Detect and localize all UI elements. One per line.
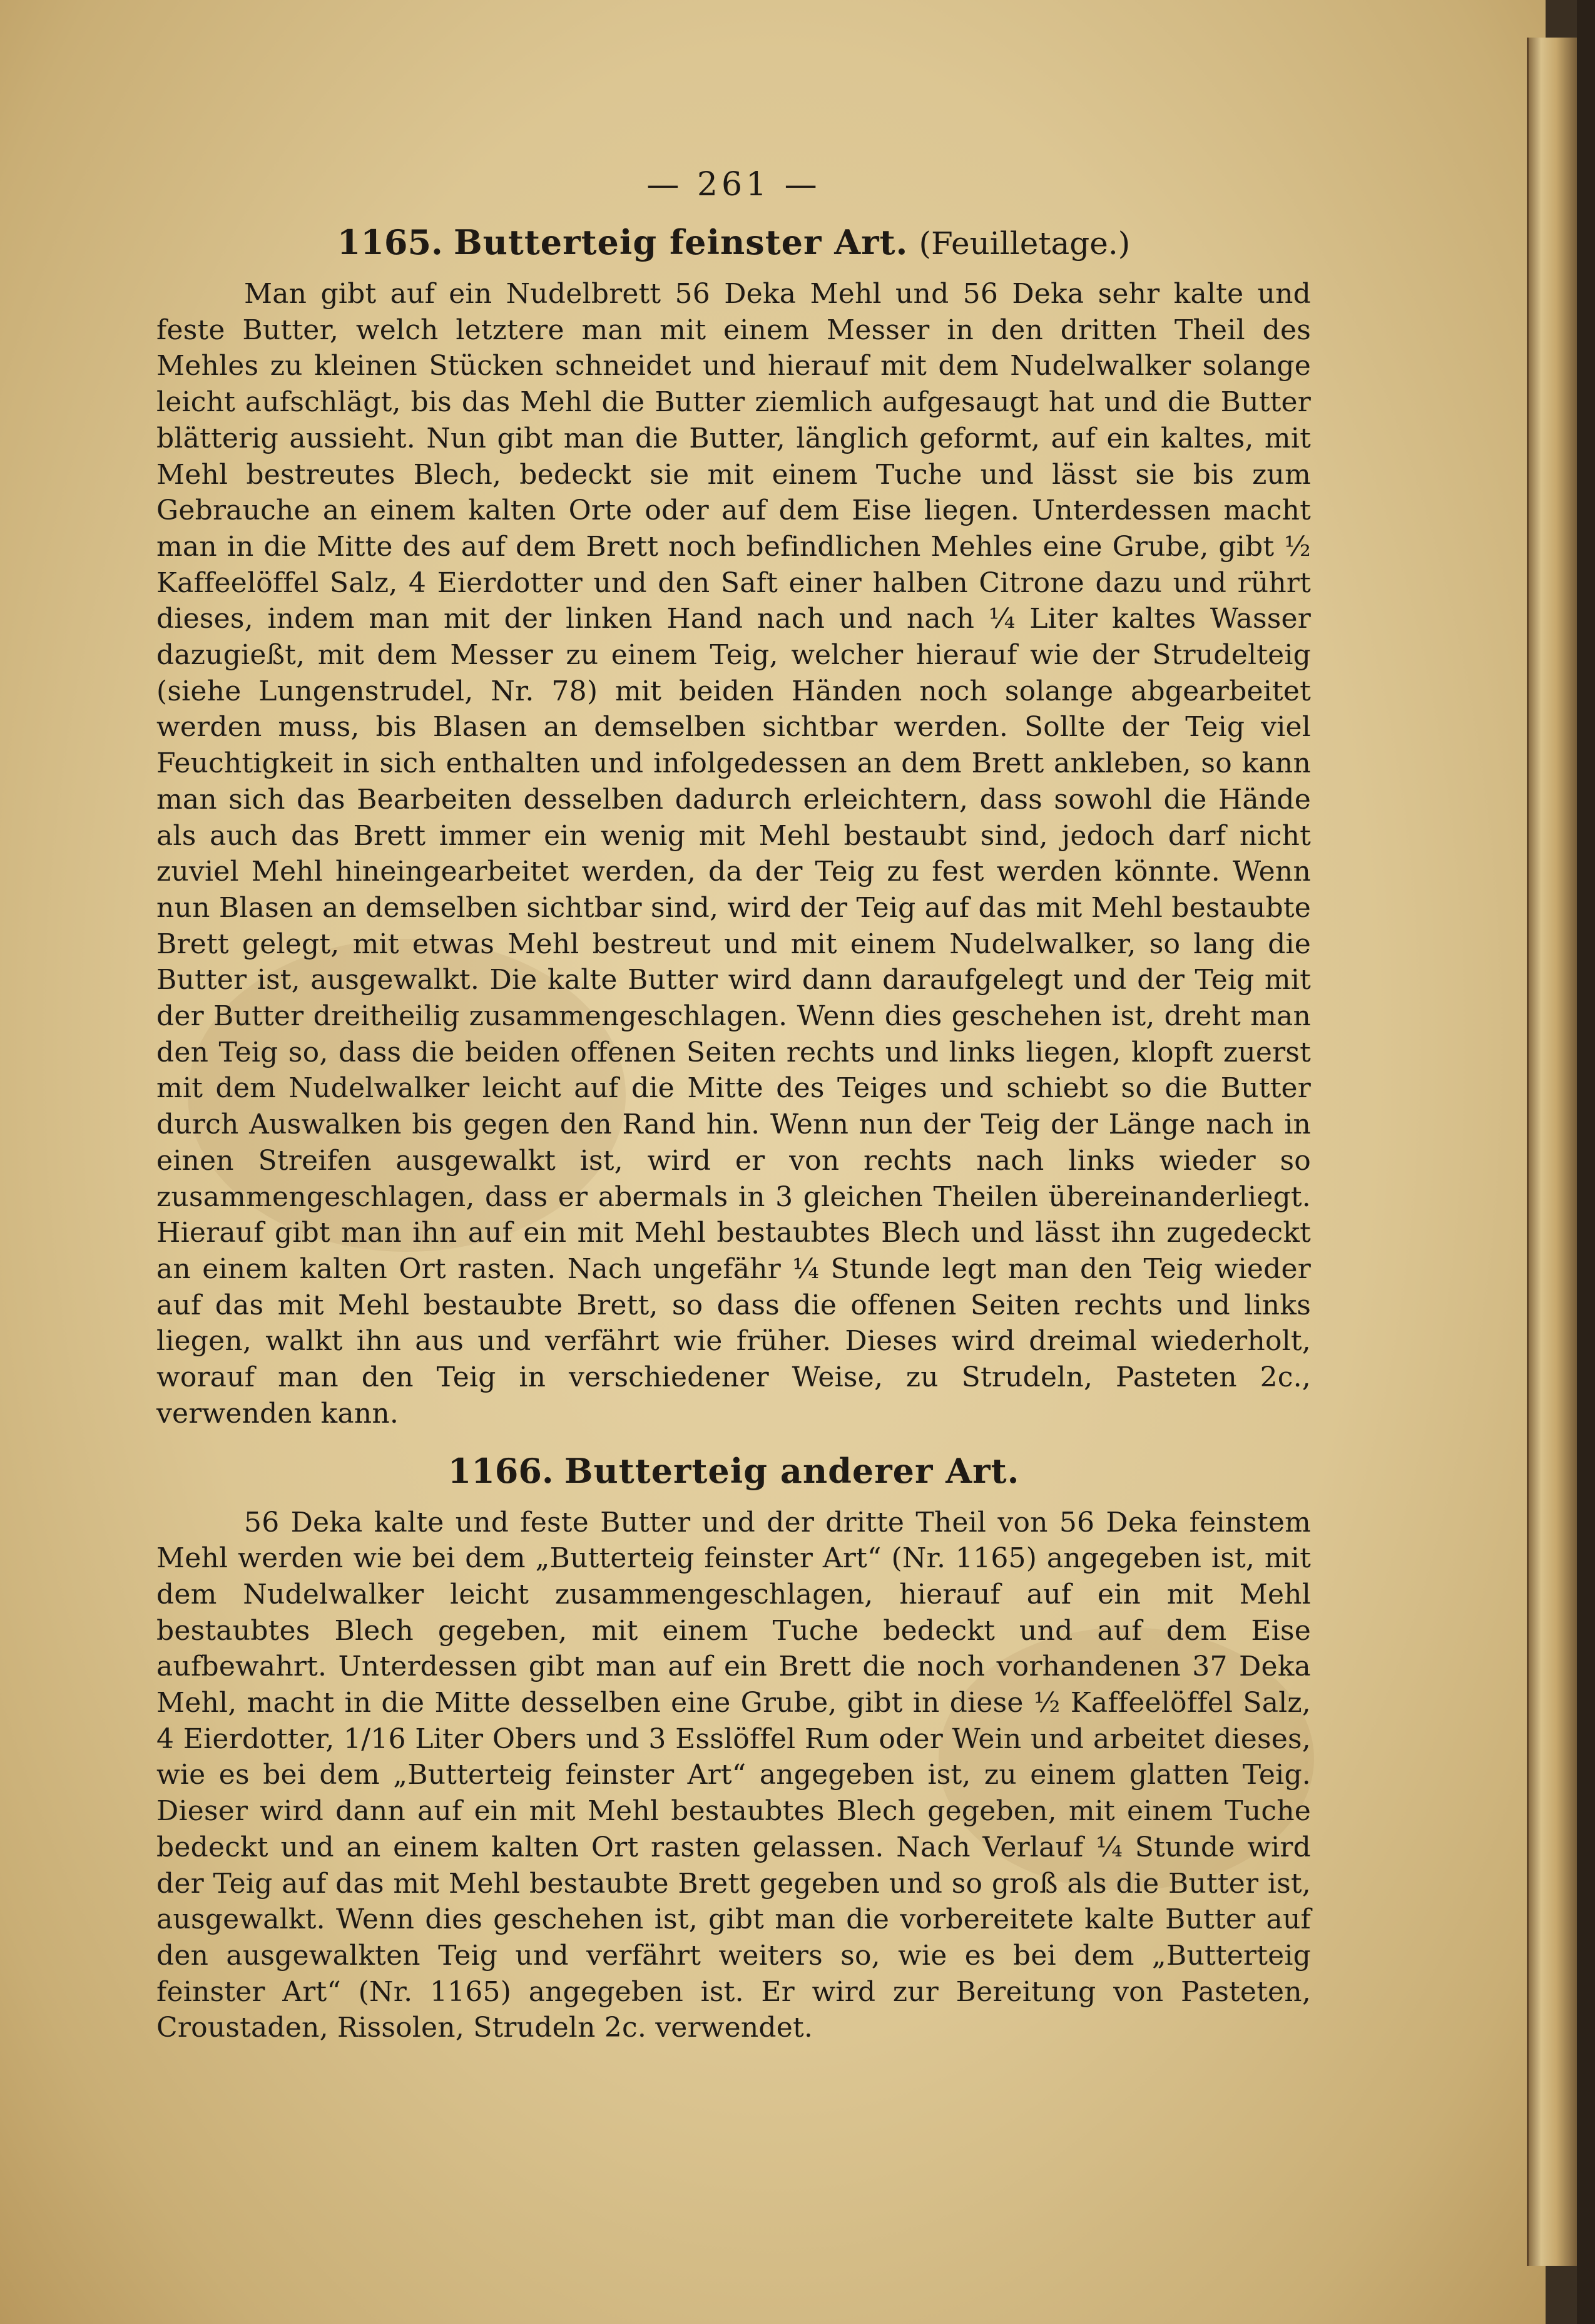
recipe-text-1165: Man gibt auf ein Nudelbrett 56 Deka Mehl und 56 Deka sehr kalte und feste Butter, welch letztere man mit einem Messer in den dritten Theil des Mehles zu kleinen Stücken schneidet und hierauf mit dem Nudelwalker solange leicht aufschlägt, bis das Mehl die Butter ziemlich aufgesaugt hat und die Butter blätterig aussieht. Nun gibt man die Butter, länglich geformt, auf ein kaltes, mit Mehl bestreutes Blech, bedeckt sie mit einem Tuche und lässt sie bis zum Gebrauche an einem kalten Orte oder auf dem Eise liegen. Unterdessen macht man in die Mitte des auf dem Brett noch befindlichen Mehles eine Grube, gibt ½ Kaffeelöffel Salz, 4 Eierdotter und den Saft einer halben Citrone dazu und rührt dieses, indem man mit der linken Hand nach und nach ¼ Liter kaltes Wasser dazugießt, mit dem Messer zu einem Teig, welcher hierauf wie der Strudelteig (siehe Lungenstrudel, Nr. 78) mit beiden Händen noch solange abgearbeitet werden muss, bis Blasen an demselben sichtbar werden. Sollte der Teig viel Feuchtigkeit in sich enthalten und infolgedessen an dem Brett ankleben, so kann man sich das Bearbeiten desselben dadurch erleichtern, dass sowohl die Hände als auch das Brett immer ein wenig mit Mehl bestaubt sind, jedoch darf nicht zuviel Mehl hineingearbeitet werden, da der Teig zu fest werden könnte. Wenn nun Blasen an demselben sichtbar sind, wird der Teig auf das mit Mehl bestaubte Brett gelegt, mit etwas Mehl bestreut und mit einem Nudelwalker, so lang die Butter ist, ausgewalkt. Die kalte Butter wird dann daraufgelegt und der Teig mit der Butter dreitheilig zusammengeschlagen. Wenn dies geschehen ist, dreht man den Teig so, dass die beiden offenen Seiten rechts und links liegen, klopft zuerst mit dem Nudelwalker leicht auf die Mitte des Teiges und schiebt so die Butter durch Auswalken bis gegen den Rand hin. Wenn nun der Teig der Länge nach in einen Streifen ausgewalkt ist, wird er von rechts nach links wieder so zusammengeschlagen, dass er abermals in 3 gleichen Theilen übereinanderliegt. Hierauf gibt man ihn auf ein mit Mehl bestaubtes Blech und lässt ihn zugedeckt an einem kalten Ort rasten. Nach ungefähr ¼ Stunde legt man den Teig wieder auf das mit Mehl bestaubte Brett, so dass die offenen Seiten rechts und links liegen, walkt ihn aus und verfährt wie früher. Dieses wird dreimal wiederholt, worauf man den Teig in verschiedener Weise, zu Strudeln, Pasteten 2c., verwenden kann. [156,278,1311,1430]
page-content [156,166,1311,2065]
book-spine-edge [1527,38,1579,2266]
recipe-heading-1165 [156,222,1311,262]
page-number: — 261 — [646,166,821,203]
recipe-title: Butterteig feinster Art. [453,222,909,262]
recipe-number: 1165. [337,222,443,262]
recipe-heading-1166 [156,1451,1311,1491]
recipe-text-1166: 56 Deka kalte und feste Butter und der dritte Theil von 56 Deka feinstem Mehl werden wie bei dem „Butterteig feinster Art“ (Nr. 1165) angegeben ist, mit dem Nudelwalker leicht zusammengeschlagen, hierauf auf ein mit Mehl bestaubtes Blech gegeben, mit einem Tuche bedeckt und auf dem Eise aufbewahrt. Unterdessen gibt man auf ein Brett die noch vorhandenen 37 Deka Mehl, macht in die Mitte desselben eine Grube, gibt in diese ½ Kaffeelöffel Salz, 4 Eierdotter, 1/16 Liter Obers und 3 Esslöffel Rum oder Wein und arbeitet dieses, wie es bei dem „Butterteig feinster Art“ angegeben ist, zu einem glatten Teig. Dieser wird dann auf ein mit Mehl bestaubtes Blech gegeben, mit einem Tuche bedeckt und an einem kalten Ort rasten gelassen. Nach Verlauf ¼ Stunde wird der Teig auf das mit Mehl bestaubte Brett gegeben und so groß als die Butter ist, ausgewalkt. Wenn dies geschehen ist, gibt man die vorbereitete kalte Butter auf den ausgewalkten Teig und verfährt weiters so, wie es bei dem „Butterteig feinster Art“ (Nr. 1165) angegeben ist. Er wird zur Bereitung von Pasteten, Croustaden, Rissolen, Strudeln 2c. verwendet. [156,1506,1311,2044]
recipe-subtitle: (Feuilletage.) [919,225,1131,262]
recipe-title: Butterteig anderer Art. [564,1450,1020,1491]
scan-background-edge [1577,0,1595,2324]
recipe-number: 1166. [447,1450,554,1491]
